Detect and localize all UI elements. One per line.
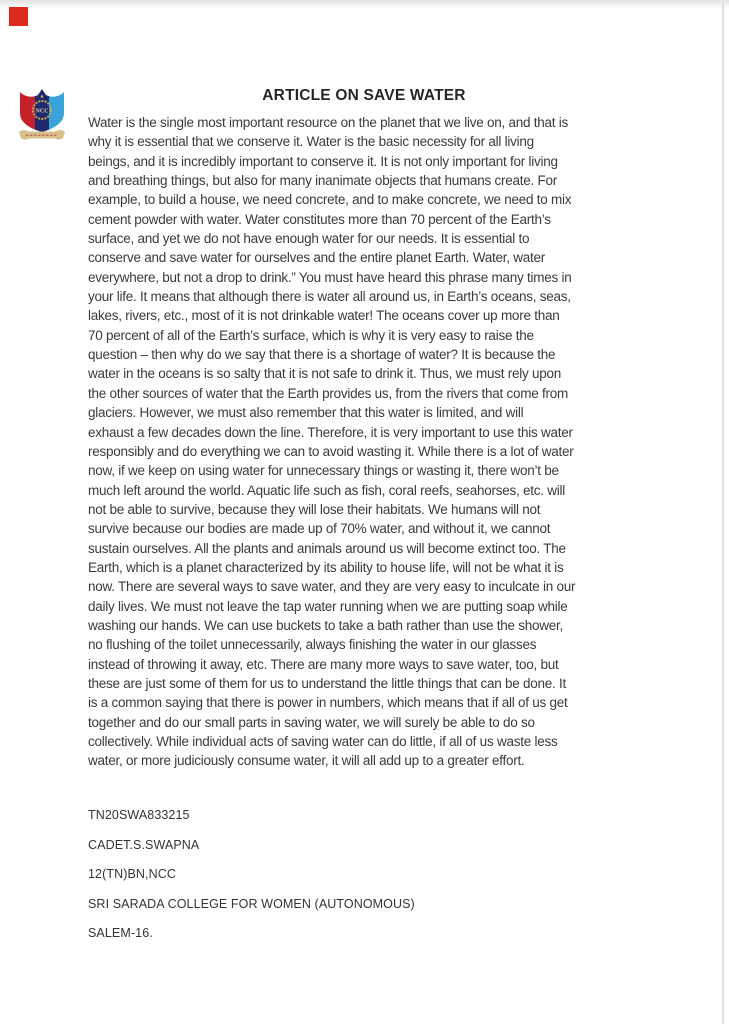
article-line: why it is essential that we conserve it. Water is the basic necessity for all living: [88, 134, 534, 150]
ncc-logo: [18, 85, 66, 142]
article-line: much left around the world. Aquatic life such as fish, coral reefs, seahorses, etc. will: [88, 482, 565, 498]
top-shadow: [0, 0, 729, 9]
article-line: question – then why do we say that there is a shortage of water? It is because the: [88, 347, 556, 363]
article-line: 70 percent of all of the Earth’s surface, which is why it is very easy to raise the: [88, 327, 534, 343]
article-line: sustain ourselves. All the plants and animals around us will become extinct too. The: [88, 540, 566, 556]
article-line: Water is the single most important resource on the planet that we live on, and that is: [88, 115, 569, 130]
click-marker: [9, 7, 28, 26]
article-line: together and do our small parts in saving water, we will surely be able to do so: [88, 714, 535, 730]
article-line: no flushing of the toilet unnecessarily, always finishing the water in our glasses: [88, 637, 537, 653]
article-body: [88, 113, 654, 771]
article-line: surface, and yet we do not have enough water for our needs. It is essential to: [88, 231, 530, 247]
article-line: and breathing things, but also for many inanimate objects that humans create. For: [88, 173, 558, 189]
signature-line: TN20SWA833215: [88, 808, 190, 822]
article-line: lakes, rivers, etc., most of it is not drinkable water! The oceans cover up more than: [88, 308, 560, 324]
article-line: instead of throwing it away, etc. There are many more ways to save water, too, but: [88, 656, 559, 672]
article-line: now. There are several ways to save water, and they are very easy to inculcate in our: [88, 579, 576, 595]
article-line: not be able to survive, because they will lose their habitats. We humans will not: [88, 501, 541, 517]
signature-block: [88, 801, 654, 949]
article-line: daily lives. We must not leave the tap water running when we are putting soap while: [88, 598, 568, 614]
article-line: everywhere, but not a drop to drink.” You must have heard this phrase many times in: [88, 269, 572, 285]
article-line: glaciers. However, we must also remember that this water is limited, and will: [88, 405, 524, 421]
article-line: collectively. While individual acts of saving water can do little, if all of us waste less: [88, 734, 558, 749]
signature-line: 12(TN)BN,NCC: [88, 867, 177, 881]
signature-line: SRI SARADA COLLEGE FOR WOMEN (AUTONOMOUS): [88, 896, 415, 911]
article-line: your life. It means that although there is water all around us, in Earth’s oceans, seas,: [88, 289, 571, 305]
article-line: example, to build a house, we need concrete, and to make concrete, we need to mix: [88, 192, 572, 208]
article-line: conserve and save water for ourselves and the entire planet Earth. Water, water: [88, 250, 546, 266]
article-line: the other sources of water that the Earth provides us, from the rivers that come from: [88, 385, 568, 401]
ncc-wreath-text: NCC: [35, 108, 49, 115]
article-line: Earth, which is a planet characterized by its ability to house life, will not be what it is: [88, 559, 564, 575]
article-line: survive because our bodies are made up of 70% water, and without it, we cannot: [88, 521, 551, 537]
article-line: water, or more judiciously consume water, it will all add up to a greater effort.: [88, 753, 525, 769]
signature-line: CADET.S.SWAPNA: [88, 837, 200, 852]
article-line: beings, and it is incredibly important to conserve it. It is not only important for living: [88, 153, 558, 169]
article-line: responsibly and do everything we can to avoid wasting it. While there is a lot of water: [88, 443, 574, 459]
article-line: is a common saying that there is power in numbers, which means that if all of us get: [88, 695, 568, 711]
crest-ornament: [41, 95, 44, 98]
signature-line: SALEM-16.: [88, 926, 153, 940]
article-line: these are just some of them for us to understand the little things that can be done. It: [88, 675, 567, 691]
article-line: cement powder with water. Water constitutes more than 70 percent of the Earth’s: [88, 211, 551, 227]
article-title: ARTICLE ON SAVE WATER: [262, 87, 466, 104]
article-line: water in the oceans is so salty that it is not safe to drink it. Thus, we must rely upon: [88, 366, 561, 382]
ncc-crest-icon: [18, 85, 66, 142]
article-line: now, if we keep on using water for unnecessary things or wasting it, there won’t be: [88, 463, 559, 479]
page-edge-line: [722, 0, 724, 1024]
article-line: exhaust a few decades down the line. Therefore, it is very important to use this water: [88, 424, 573, 440]
article-line: washing our hands. We can use buckets to take a bath rather than use the shower,: [88, 617, 564, 633]
